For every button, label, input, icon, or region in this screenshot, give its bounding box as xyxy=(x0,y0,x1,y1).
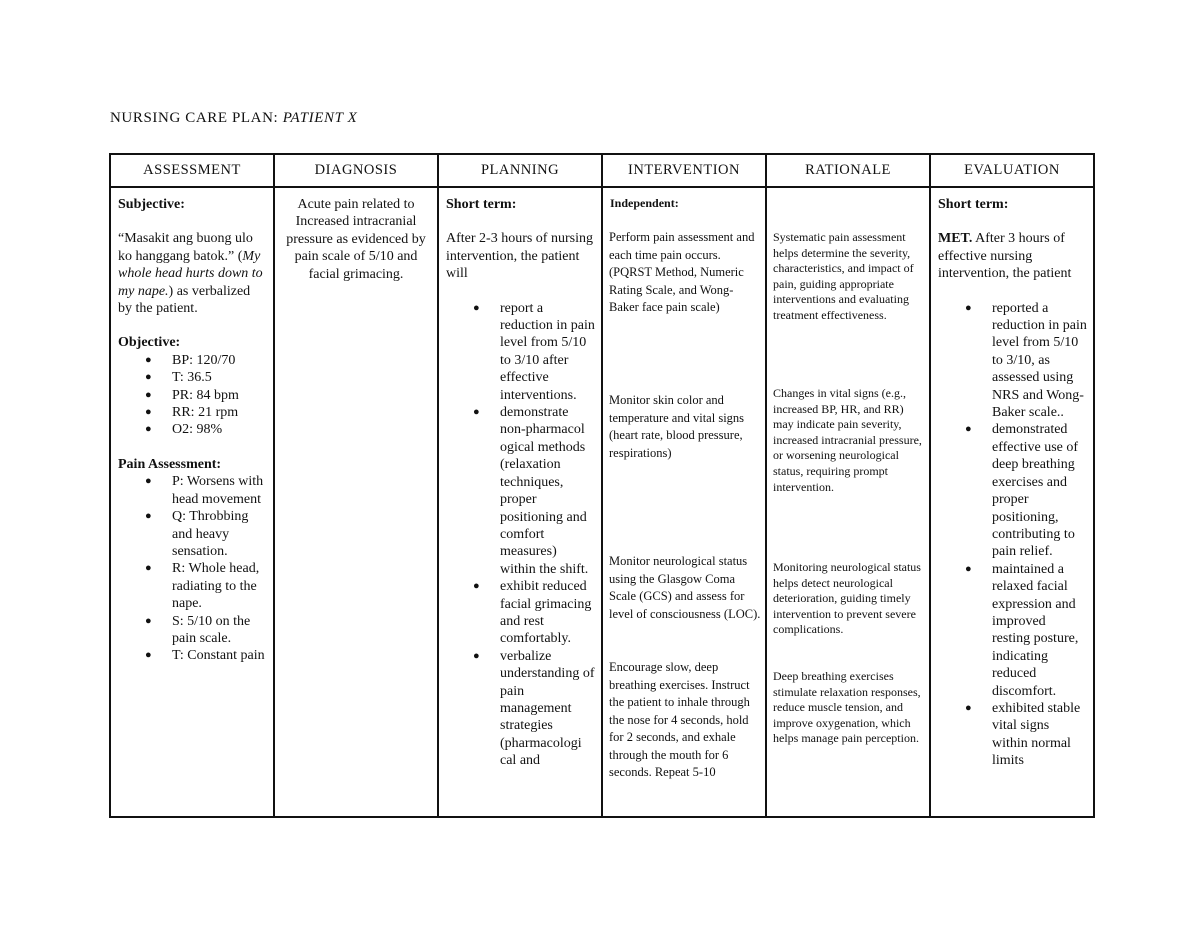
intervention-item: Perform pain assessment and each time pain occurs. (PQRST Method, Numeric Rating Scale, and Wong-Baker face pain scale) xyxy=(609,230,755,314)
pain-item: ● T: Constant pain xyxy=(118,647,267,664)
planning-goal: ● verbalize understanding of pain management strategies (pharmacologi cal and xyxy=(446,648,595,770)
subjective-label: Subjective: xyxy=(118,197,185,212)
evaluation-result: ● reported a reduction in pain level from 5/10 to 3/10, as assessed using NRS and Wong-Baker scale.. xyxy=(938,300,1087,422)
header-evaluation: EVALUATION xyxy=(930,154,1094,187)
header-diagnosis: DIAGNOSIS xyxy=(274,154,438,187)
objective-item: ● PR: 84 bpm xyxy=(118,387,267,404)
subjective-quote xyxy=(118,230,267,317)
pain-item: ● R: Whole head, radiating to the nape. xyxy=(118,560,267,612)
diagnosis-text: Acute pain related to Increased intracranial pressure as evidenced by pain scale of 5/10 and facial grimacing. xyxy=(286,197,426,282)
evaluation-results-list xyxy=(938,300,1087,770)
title-main: NURSING CARE PLAN: xyxy=(110,110,279,126)
evaluation-short-term-label: Short term: xyxy=(938,197,1009,212)
evaluation-result: ● maintained a relaxed facial expression and improved resting posture, indicating reduced discomfort. xyxy=(938,561,1087,700)
planning-goal: ● report a reduction in pain level from 5/10 to 3/10 after effective interventions. xyxy=(446,300,595,404)
pain-item: ● P: Worsens with head movement xyxy=(118,473,267,508)
evaluation-intro xyxy=(938,230,1087,282)
title-patient: PATIENT X xyxy=(282,110,358,126)
rationale-item: Changes in vital signs (e.g., increased BP, HR, and RR) may indicate pain severity, increased intracranial pressure, or worsening neurological status, requiring prompt intervention. xyxy=(773,386,922,494)
objective-item: ● T: 36.5 xyxy=(118,369,267,386)
objective-list xyxy=(118,352,267,439)
evaluation-result: ● demonstrated effective use of deep breathing exercises and proper positioning, contributing to pain relief. xyxy=(938,421,1087,560)
quote-translation: My whole head hurts down to my nape. xyxy=(118,248,263,299)
objective-item: ● O2: 98% xyxy=(118,421,267,438)
patient-quote: “Masakit ang buong ulo ko hanggang batok.” xyxy=(118,231,253,264)
objective-label: Objective: xyxy=(118,335,181,351)
independent-label: Independent: xyxy=(610,196,679,210)
pain-assessment-label: Pain Assessment: xyxy=(118,456,222,472)
planning-short-term-label: Short term: xyxy=(446,197,517,212)
content-row xyxy=(110,187,1094,817)
rationale-item: Systematic pain assessment helps determine the severity, characteristics, and impact of pain, guiding appropriate interventions and evaluating treatment effectiveness. xyxy=(773,230,914,322)
page-title xyxy=(110,110,357,127)
intervention-cell xyxy=(602,187,766,817)
pain-item: ● S: 5/10 on the pain scale. xyxy=(118,613,267,648)
met-status: MET. xyxy=(938,231,973,247)
assessment-cell xyxy=(110,187,274,817)
intervention-item: Monitor neurological status using the Glasgow Coma Scale (GCS) and assess for level of consciousness (LOC). xyxy=(609,554,761,621)
pain-item: ● Q: Throbbing and heavy sensation. xyxy=(118,508,267,560)
nursing-care-plan-table xyxy=(109,153,1095,818)
intervention-item: Encourage slow, deep breathing exercises. Instruct the patient to inhale through the nose for 4 seconds, hold for 2 seconds, and exhale through the mouth for 6 seconds. Repeat 5-10 xyxy=(609,660,750,779)
header-rationale: RATIONALE xyxy=(766,154,930,187)
objective-item: ● RR: 21 rpm xyxy=(118,404,267,421)
planning-cell xyxy=(438,187,602,817)
translation-open: ( xyxy=(237,248,243,264)
planning-goal: ● exhibit reduced facial grimacing and rest comfortably. xyxy=(446,578,595,648)
header-assessment: ASSESSMENT xyxy=(110,154,274,187)
objective-item: ● BP: 120/70 xyxy=(118,352,267,369)
pain-assessment-list xyxy=(118,473,267,664)
intervention-item: Monitor skin color and temperature and vital signs (heart rate, blood pressure, respirations) xyxy=(609,393,745,460)
header-intervention: INTERVENTION xyxy=(602,154,766,187)
rationale-cell xyxy=(766,187,930,817)
header-row xyxy=(110,154,1094,187)
planning-intro: After 2-3 hours of nursing intervention, the patient will xyxy=(446,231,593,282)
evaluation-cell xyxy=(930,187,1094,817)
planning-goal: ● demonstrate non-pharmacol ogical methods (relaxation techniques, proper positioning and comfort measures) within the shift. xyxy=(446,404,595,578)
diagnosis-cell xyxy=(274,187,438,817)
planning-goals-list xyxy=(446,300,595,770)
rationale-item: Monitoring neurological status helps detect neurological deterioration, guiding timely intervention to prevent severe complications. xyxy=(773,560,921,637)
evaluation-intro-text: After 3 hours of effective nursing intervention, the patient xyxy=(938,231,1072,282)
rationale-item: Deep breathing exercises stimulate relaxation responses, reduce muscle tension, and improve oxygenation, which helps manage pain perception. xyxy=(773,669,921,746)
translation-close: ) as verbalized by the patient. xyxy=(118,283,251,317)
header-planning: PLANNING xyxy=(438,154,602,187)
evaluation-result: ● exhibited stable vital signs within normal limits xyxy=(938,700,1087,770)
